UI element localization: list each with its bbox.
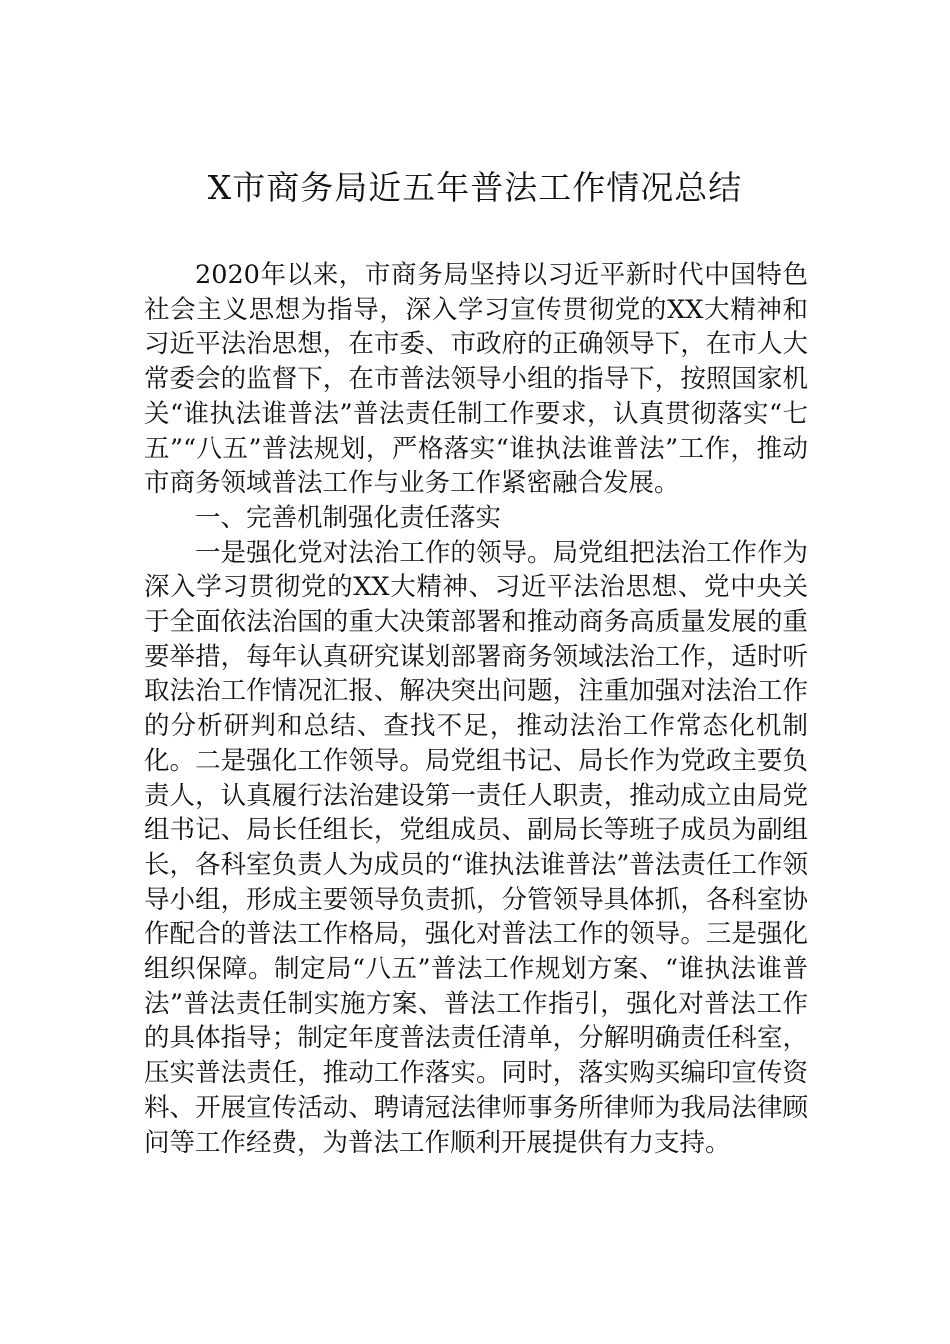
document-title: X市商务局近五年普法工作情况总结: [207, 168, 743, 207]
intro-paragraph: 2020年以来，市商务局坚持以习近平新时代中国特色社会主义思想为指导，深入学习宣传贯彻党的XX大精神和习近平法治思想，在市委、市政府的正确领导下，在市人大常委会的监督下，在市普法领导小组的指导下，按照国家机关“谁执法谁普法”普法责任制工作要求，认真贯彻落实“七五”“八五”普法规划，严格落实“谁执法谁普法”工作，推动市商务领域普法工作与业务工作紧密融合发展。: [144, 260, 808, 499]
section-heading: 一、完善机制强化责任落实: [195, 502, 502, 533]
section-paragraph: 一是强化党对法治工作的领导。局党组把法治工作作为深入学习贯彻党的XX大精神、习近平法治思想、党中央关于全面依法治国的重大决策部署和推动商务高质量发展的重要举措，每年认真研究谋划部署商务领域法治工作，适时听取法治工作情况汇报、解决突出问题，注重加强对法治工作的分析研判和总结、查找不足，推动法治工作常态化机制化。二是强化工作领导。局党组书记、局长作为党政主要负责人，认真履行法治建设第一责任人职责，推动成立由局党组书记、局长任组长，党组成员、副局长等班子成员为副组长，各科室负责人为成员的“谁执法谁普法”普法责任工作领导小组，形成主要领导负责抓，分管领导具体抓，各科室协作配合的普法工作格局，强化对普法工作的领导。三是强化组织保障。制定局“八五”普法工作规划方案、“谁执法谁普法”普法责任制实施方案、普法工作指引，强化对普法工作的具体指导；制定年度普法责任清单，分解明确责任科室，压实普法责任，推动工作落实。同时，落实购买编印宣传资料、开展宣传活动、聘请冠法律师事务所律师为我局法律顾问等工作经费，为普法工作顺利开展提供有力支持。: [144, 537, 808, 1158]
document-body: [144, 258, 808, 1160]
